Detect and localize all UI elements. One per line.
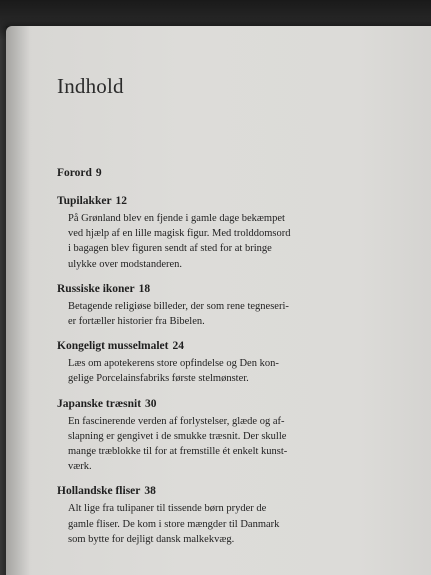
toc-heading: [57, 282, 319, 296]
description-line: gelige Porcelainsfabriks første stelmønster.: [68, 373, 249, 385]
toc-entry-japanske-traesnit: [57, 397, 319, 475]
toc-description: [57, 414, 319, 475]
toc-heading-text: Russiske ikoner: [57, 282, 135, 295]
toc-heading: [57, 166, 319, 180]
toc-entry-hollandske-fliser: [57, 484, 319, 547]
toc-heading: [57, 397, 319, 411]
toc-page-number: 30: [145, 397, 157, 410]
toc-page-number: 12: [115, 195, 128, 207]
spine-shadow: [6, 26, 30, 575]
toc-heading: [57, 339, 319, 353]
toc-heading-text: Kongeligt musselmalet: [57, 340, 169, 353]
toc-description: [57, 211, 319, 272]
table-of-contents: [57, 166, 319, 557]
description-line: Betagende religiøse billeder, der som rene tegneseri-: [68, 300, 289, 312]
toc-heading-text: Forord: [57, 167, 92, 179]
description-line: værk.: [68, 461, 92, 473]
description-line: En fascinerende verden af forlystelser, glæde og af-: [68, 415, 285, 427]
description-line: Alt lige fra tulipaner til tissende børn pryder de: [68, 503, 267, 515]
description-line: ved hjælp af en lille magisk figur. Med trolddomsord: [68, 228, 291, 240]
description-line: slapning er gengivet i de smukke træsnit. Der skulle: [68, 430, 287, 442]
toc-description: [57, 299, 319, 329]
description-line: i bagagen blev figuren sendt af sted for at bringe: [68, 243, 272, 255]
toc-entry-forord: [57, 166, 319, 180]
toc-description: [57, 501, 319, 547]
description-line: mange træblokke til for at fremstille ét enkelt kunst-: [68, 446, 288, 458]
toc-heading-text: Tupilakker: [57, 195, 112, 207]
page-title: Indhold: [57, 74, 124, 98]
book-page: [6, 26, 431, 575]
description-line: som bytte for dejligt dansk malkekvæg.: [68, 533, 235, 545]
description-line: Læs om apotekerens store opfindelse og Den kon-: [68, 358, 279, 370]
toc-heading-text: Japanske træsnit: [57, 397, 142, 410]
toc-entry-kongeligt-musselmalet: [57, 339, 319, 386]
toc-page-number: 24: [172, 340, 184, 353]
toc-heading: [57, 484, 319, 498]
description-line: På Grønland blev en fjende i gamle dage bekæmpet: [68, 213, 285, 224]
description-line: er fortæller historier fra Bibelen.: [68, 316, 205, 328]
description-line: ulykke over modstanderen.: [68, 258, 183, 270]
toc-page-number: 38: [144, 485, 156, 498]
toc-description: [57, 356, 319, 386]
toc-page-number: 18: [138, 282, 151, 295]
toc-heading-text: Hollandske fliser: [57, 485, 141, 498]
description-line: gamle fliser. De kom i store mængder til Danmark: [68, 518, 280, 530]
toc-entry-tupilakker: [57, 194, 319, 272]
toc-page-number: 9: [95, 167, 102, 179]
toc-heading: [57, 194, 319, 208]
toc-entry-russiske-ikoner: [57, 282, 319, 329]
